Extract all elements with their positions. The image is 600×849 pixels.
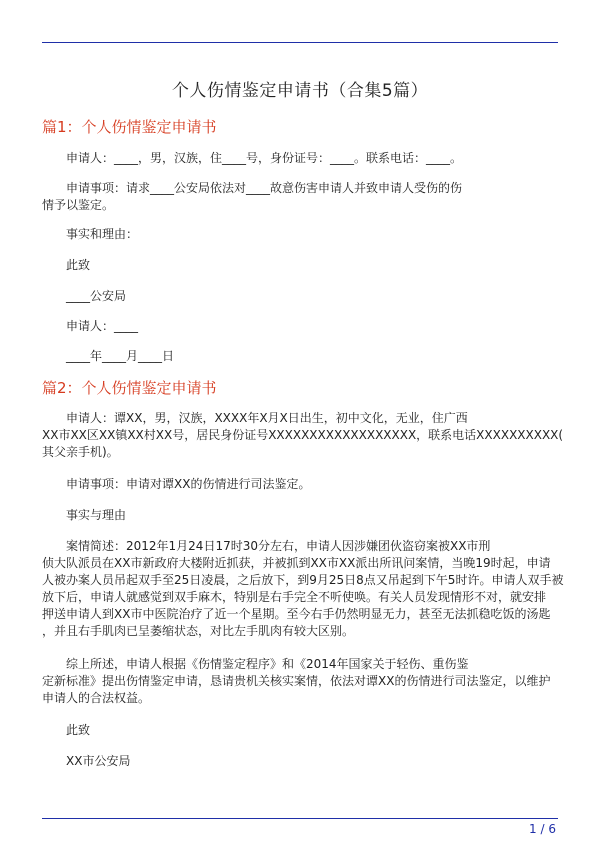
s2-bureau: XX市公安局 — [66, 754, 131, 768]
s2-matter: 申请事项：申请对谭XX的伤情进行司法鉴定。 — [66, 477, 311, 491]
section-2-heading: 篇2：个人伤情鉴定申请书 — [42, 379, 217, 397]
section-1-heading: 篇1：个人伤情鉴定申请书 — [42, 118, 217, 136]
s1-date: ____年____月____日 — [66, 349, 175, 363]
s2-applicant: 申请人：谭XX，男，汉族，XXXX年X月X日出生，初中文化，无业，住广西 XX市XX区XX镇XX村XX号，居民身份证号XXXXXXXXXXXXXXXXXX，联系电话XXXXXXXXXX( 其父亲手机)。 — [42, 411, 564, 459]
s1-facts: 事实和理由： — [66, 227, 139, 241]
s2-case-summary: 案情简述：2012年1月24日17时30分左右，申请人因涉嫌团伙盗窃案被XX市刑 侦大队派员在XX市新政府大楼附近抓获，并被抓到XX市XX派出所讯问案情，当晚19时起，申请 人被办案人员吊起双手至25日凌晨，之后放下，到9月25日8点又吊起到下午5时许。申请人双手被 放下后，申请人就感觉到双手麻木，特别是右手完全不听使唤。有关人员发现情形不对，就安排 押送申请人到XX市中医院治疗了近一个星期。至今右手仍然明显无力，甚至无法抓稳吃饭的汤匙 ，并且右手肌肉已呈萎缩状态，对比左手肌肉有较大区别。 — [42, 539, 564, 638]
page-number: 1 / 6 — [529, 822, 556, 836]
bottom-rule — [42, 818, 558, 819]
document-title: 个人伤情鉴定申请书（合集5篇） — [171, 81, 429, 101]
top-rule — [42, 42, 558, 43]
s2-salute: 此致 — [66, 723, 91, 737]
s1-bureau: ____公安局 — [66, 289, 127, 303]
s2-conclusion: 综上所述，申请人根据《伤情鉴定程序》和《2014年国家关于轻伤、重伤鉴 定新标准》提出伤情鉴定申请，恳请贵机关核实案情，依法对谭XX的伤情进行司法鉴定，以维护 申请人的合法权益。 — [42, 657, 551, 705]
s1-sign: 申请人：____ — [66, 319, 139, 333]
s1-salute: 此致 — [66, 258, 91, 272]
s2-facts: 事实与理由 — [66, 508, 127, 522]
s1-matter: 申请事项：请求____公安局依法对____故意伤害申请人并致申请人受伤的伤 情予以鉴定。 — [42, 181, 463, 212]
s1-applicant: 申请人：____，男，汉族，住____号，身份证号：____。联系电话：____。 — [66, 151, 463, 165]
